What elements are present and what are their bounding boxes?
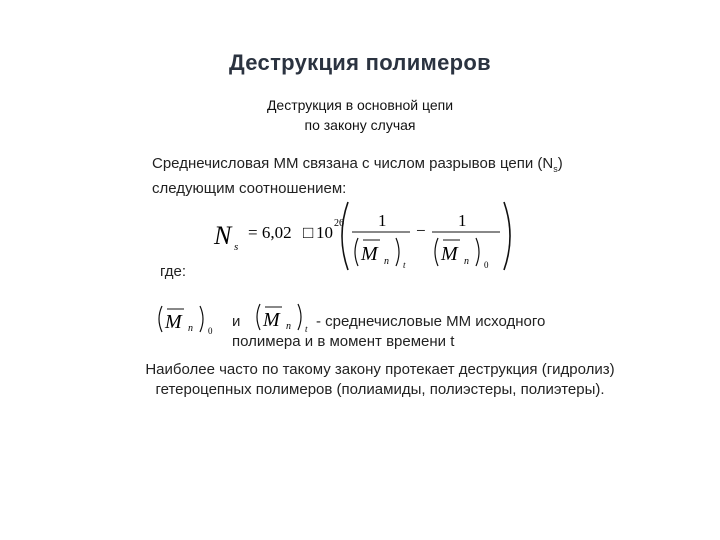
n-2: n [464,256,469,267]
final-line-2: гетероцепных полимеров (полиамиды, полиэстеры, полиэтеры). [155,381,605,398]
svg-text:n: n [286,321,291,332]
slide-title: Деструкция полимеров [229,50,491,75]
desc-line-1: - среднечисловые ММ исходного [316,313,546,330]
formula-Mnt [250,298,318,334]
svg-text:M: M [165,311,182,333]
formula-exponent: 26 [334,218,344,229]
svg-text:n: n [188,323,193,334]
formula-ten: 10 [316,223,333,242]
formula-N-sub: s [234,241,239,253]
minus-sign: − [416,221,426,240]
intro-line-2: следующим соотношением: [152,180,347,197]
subtitle-line-1: Деструкция в основной цепи [266,97,454,113]
formula-Mn0 [152,300,224,336]
formula-N: N [214,221,232,250]
M-2: M [441,243,458,265]
and-label: и [232,313,241,330]
zero-sub-2: 0 [484,260,489,270]
formula-coef: = 6,02 [248,223,292,242]
outer-paren-right [504,202,510,270]
outer-paren-left [342,202,348,270]
desc-line-2: полимера и в момент времени t [232,333,455,350]
subtitle-line-2: по закону случая [304,117,416,133]
final-line-1: Наиболее часто по такому закону протекает деструкция (гидролиз) [145,361,615,378]
n-1: n [384,256,389,267]
final-paragraph [0,360,720,400]
svg-text:0: 0 [208,326,213,336]
numerator-1: 1 [378,211,387,230]
paren-r-2 [476,238,479,266]
paren-r-1 [396,238,399,266]
t-sub-1: t [403,260,406,270]
paren-l-1 [355,238,358,266]
where-label: где: [160,263,187,280]
paren-l-2 [435,238,438,266]
main-formula [210,196,520,276]
svg-text:M: M [263,309,280,331]
M-1: M [361,243,378,265]
numerator-2: 1 [458,211,467,230]
slide-subtitle [0,95,720,135]
svg-text:t: t [305,324,308,334]
formula-box: □ [303,223,314,242]
intro-line-1: Среднечисловая ММ связана с числом разрывов цепи $(N_s)$ [152,155,563,174]
intro-paragraph [152,154,563,199]
